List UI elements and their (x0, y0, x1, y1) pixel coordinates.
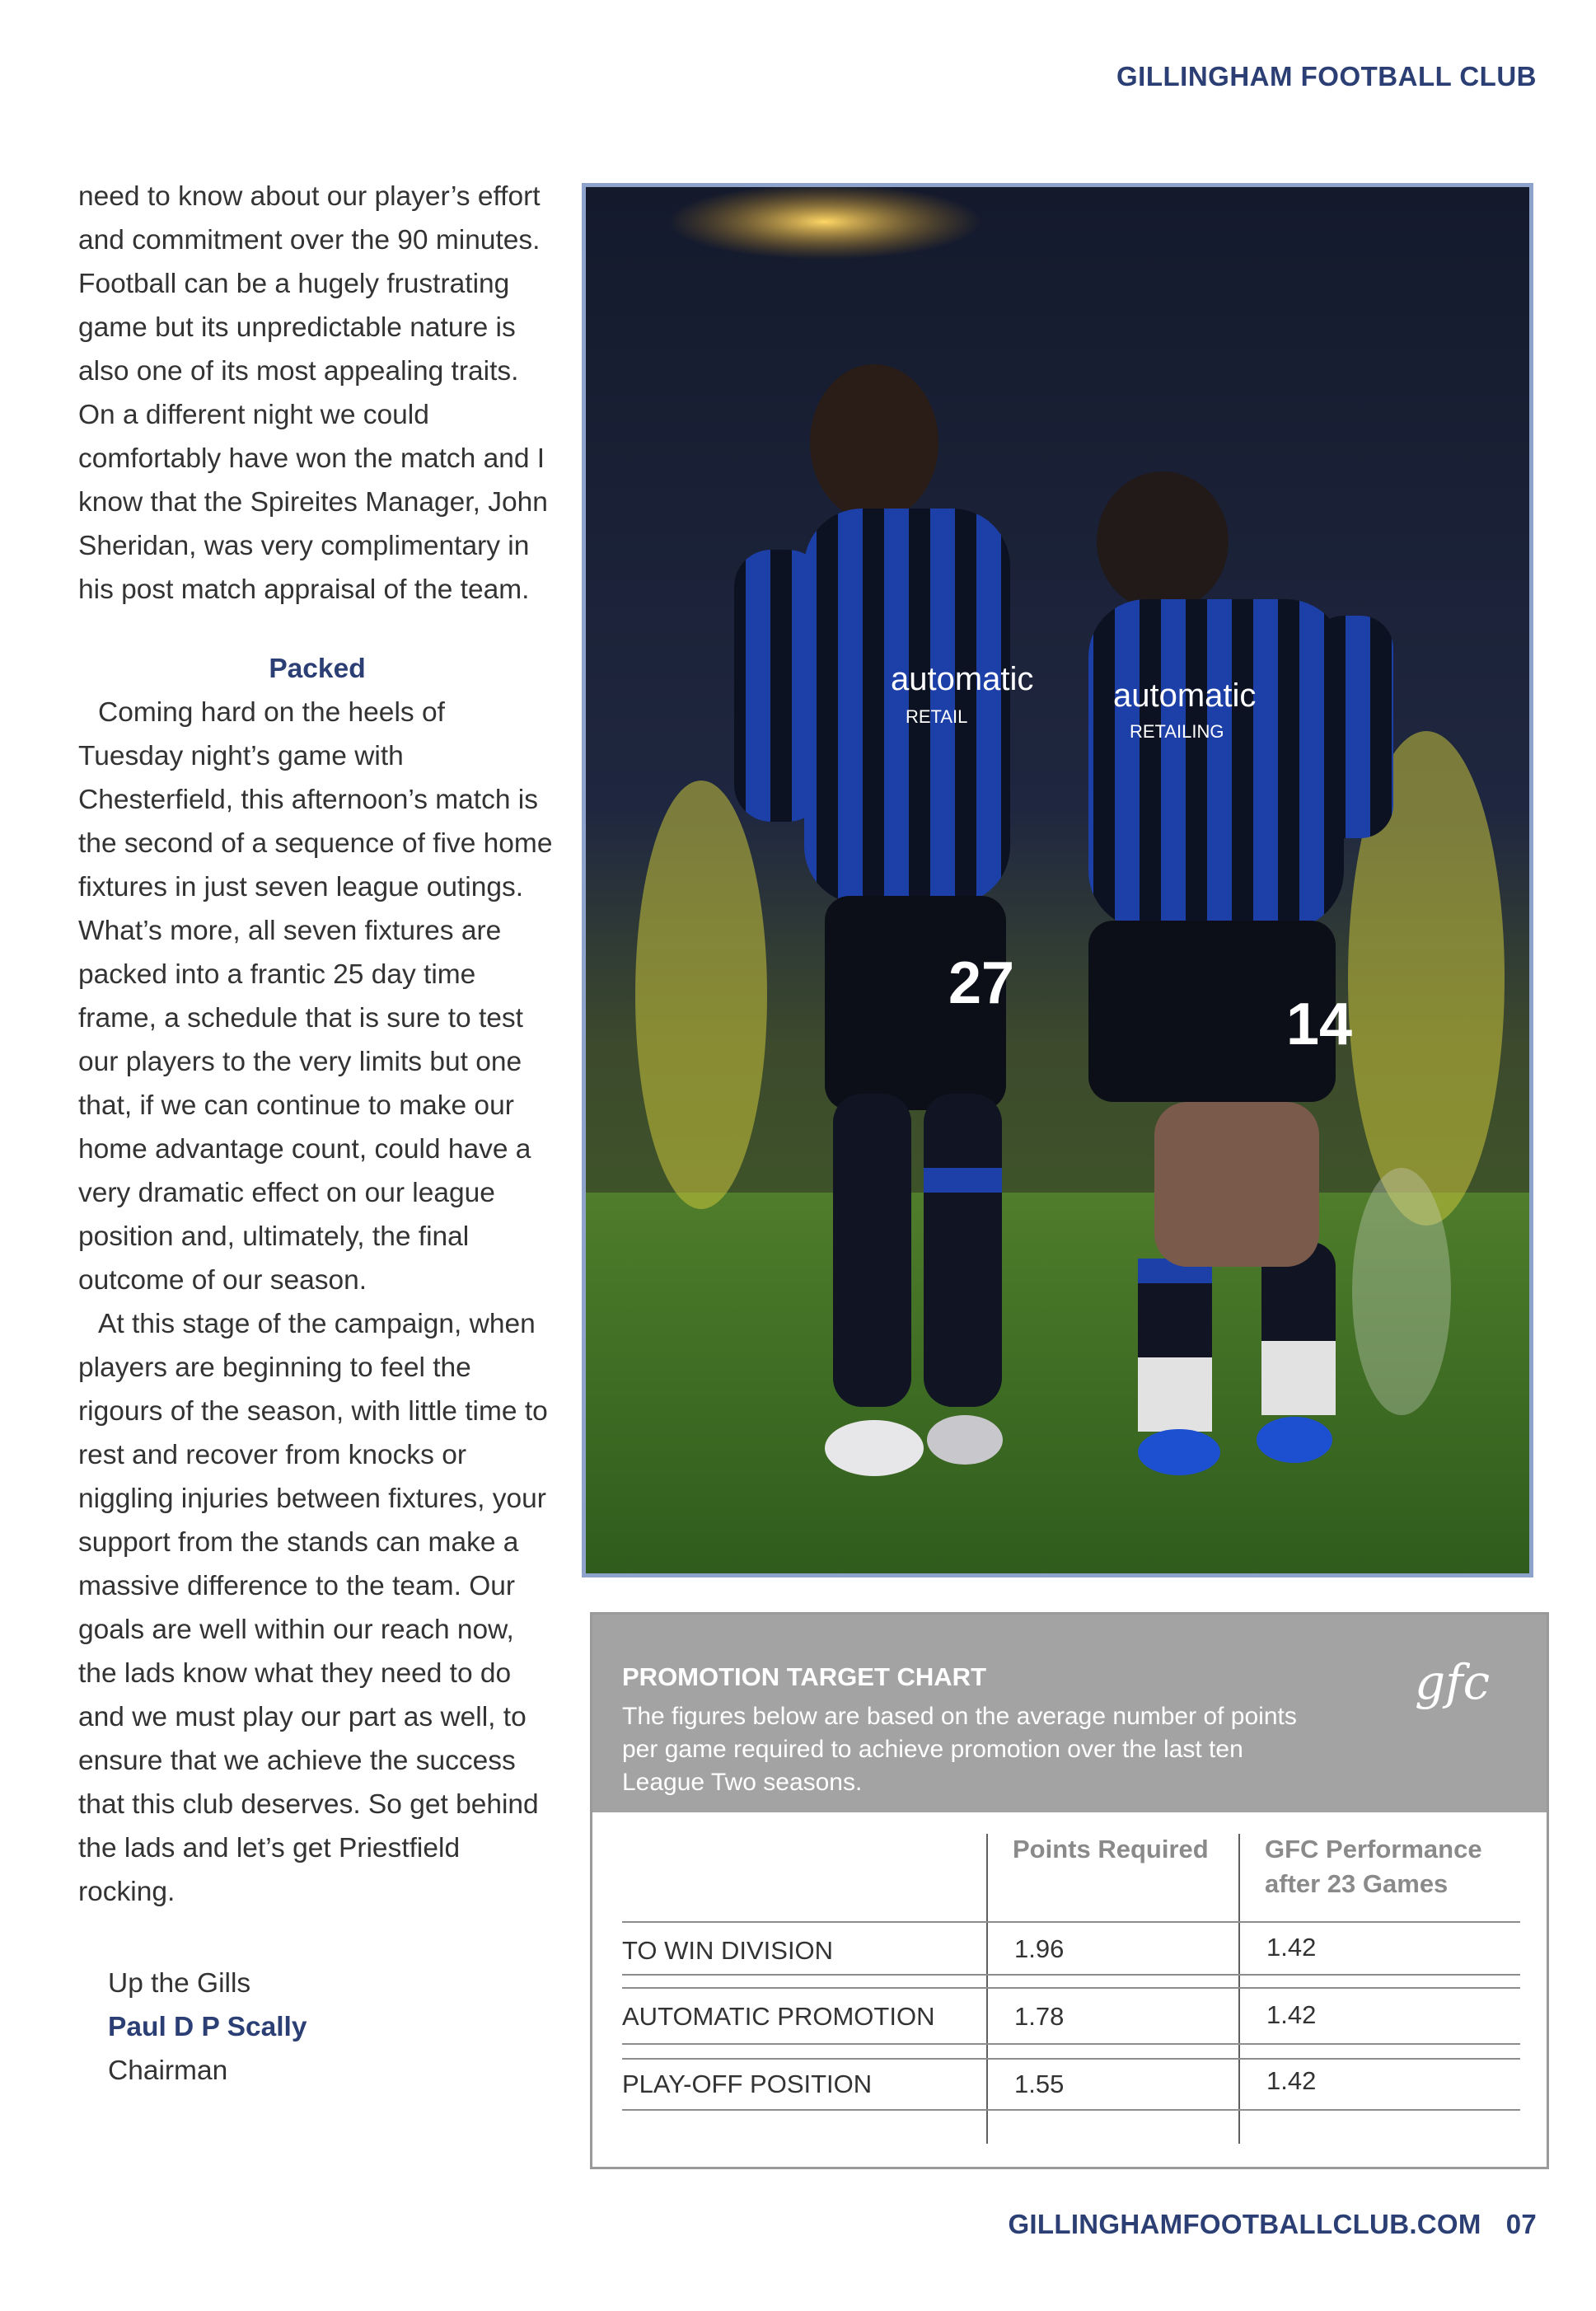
gfc-logo-icon (1411, 1648, 1519, 1715)
row-gfc: 1.42 (1266, 2000, 1317, 2029)
row-label: AUTOMATIC PROMOTION (622, 2002, 935, 2031)
column-header-gfc-line1: GFC Performance (1265, 1835, 1482, 1863)
row-label: PLAY-OFF POSITION (622, 2070, 873, 2098)
article-subheading: Packed (269, 654, 366, 684)
left-shirt-sponsor-sub: RETAIL (906, 706, 968, 727)
chart-description: The figures below are based on the average number of points per game required to achieve promotion over the last ten League Two seasons. (622, 1703, 1297, 1796)
signoff-closing: Up the Gills (108, 1968, 251, 1999)
row-points: 1.96 (1014, 1934, 1065, 1963)
signoff (78, 1962, 556, 2093)
row-gfc: 1.42 (1266, 2066, 1317, 2095)
promotion-target-chart (590, 1612, 1549, 2169)
signoff-name: Paul D P Scally (108, 2012, 307, 2042)
article-body (78, 175, 556, 2093)
chart-title: PROMOTION TARGET CHART (622, 1662, 987, 1691)
article-paragraph: need to know about our player’s effort and commitment over the 90 minutes. Football can be a hugely frustrating game but its unpredictable nature is also one of its most appealing traits. On a different night we could comfortably have won the match and I know that the Spireites Manager, John Sheridan, was very complimentary in his post match appraisal of the team. (78, 181, 548, 605)
article-paragraph: At this stage of the campaign, when players are beginning to feel the rigours of the season, with little time to rest and recover from knocks or niggling injuries between fixtures, your support from the stands can make a massive difference to the team. Our goals are well within our reach now, the lads know what they need to do and we must play our part as well, to ensure that we achieve the success that this club deserves. So get behind the lads and let’s get Priestfield rocking. (78, 1309, 548, 1907)
right-shirt-sponsor-sub: RETAILING (1130, 721, 1224, 742)
chart-header (592, 1615, 1547, 1812)
gfc-logo-text: gfc (1415, 1654, 1491, 1710)
club-header: GILLINGHAM FOOTBALL CLUB (1116, 61, 1537, 91)
row-points: 1.55 (1014, 2070, 1065, 2098)
signoff-role: Chairman (108, 2056, 228, 2086)
article-paragraph: Coming hard on the heels of Tuesday night’s game with Chesterfield, this afternoon’s match is the second of a sequence of five home fixtures in just seven league outings. What’s more, all seven fixtures are packed into a frantic 25 day time frame, a schedule that is sure to test our players to the very limits but one that, if we can continue to make our home advantage count, could have a very dramatic effect on our league position and, ultimately, the final outcome of our season. (78, 697, 553, 1296)
page-footer (1008, 2209, 1537, 2240)
page-number: 07 (1505, 2209, 1537, 2239)
left-shirt-number: 27 (948, 950, 1015, 1016)
row-points: 1.78 (1014, 2002, 1065, 2031)
row-label: TO WIN DIVISION (622, 1936, 834, 1965)
right-shirt-number: 14 (1286, 991, 1353, 1057)
match-photo (582, 183, 1533, 1577)
row-gfc: 1.42 (1266, 1933, 1317, 1962)
column-header-gfc-line2: after 23 Games (1265, 1869, 1449, 1898)
left-shirt-sponsor: automatic (891, 661, 1034, 697)
footer-website: GILLINGHAMFOOTBALLCLUB.COM (1008, 2209, 1481, 2239)
column-header-points: Points Required (1013, 1835, 1209, 1863)
right-shirt-sponsor: automatic (1113, 677, 1257, 714)
